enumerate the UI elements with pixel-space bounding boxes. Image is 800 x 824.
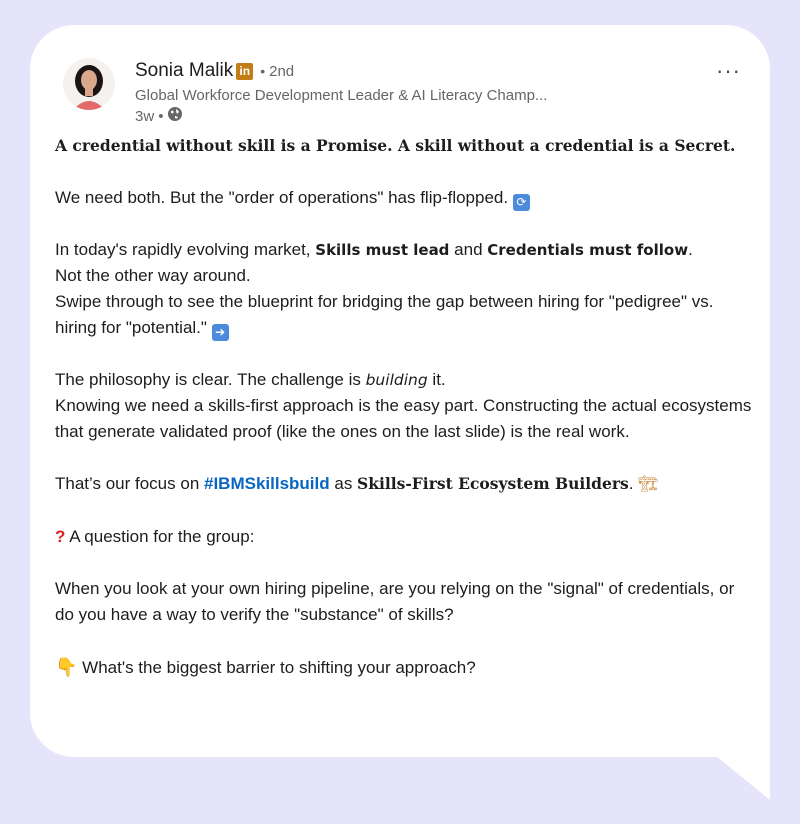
author-name[interactable]: Sonia Malik bbox=[135, 60, 234, 81]
italic-text: building bbox=[365, 371, 428, 389]
post-time: 3w bbox=[135, 107, 155, 125]
post-line-1 bbox=[55, 133, 755, 159]
separator-dot: • bbox=[158, 107, 164, 125]
text: and bbox=[449, 240, 488, 259]
post-meta bbox=[135, 106, 183, 126]
hashtag-link[interactable]: #IBMSkillsbuild bbox=[204, 474, 330, 493]
post-line-2 bbox=[55, 185, 755, 211]
globe-icon bbox=[167, 106, 183, 126]
quote-separator: . bbox=[387, 136, 398, 155]
text: Knowing we need a skills-first approach is the easy part. Constructing the actual ecosystems that generate validated proof (like the ones on the last slide) is the real work. bbox=[55, 396, 752, 441]
linkedin-badge-icon: in bbox=[236, 63, 253, 80]
post-paragraph-6 bbox=[55, 524, 755, 550]
credential-quote: A credential without skill is a Promise bbox=[55, 136, 388, 155]
order-of-operations-text: We need both. But the "order of operations" has flip-flopped. bbox=[55, 188, 509, 207]
text: Not the other way around. bbox=[55, 266, 251, 285]
right-arrow-emoji-icon: ➔ bbox=[212, 324, 229, 341]
post-paragraph-4 bbox=[55, 367, 755, 445]
text: The philosophy is clear. The challenge is bbox=[55, 370, 366, 389]
post-paragraph-3 bbox=[55, 237, 755, 341]
repeat-emoji-icon: ⟳ bbox=[513, 194, 530, 211]
text: In today's rapidly evolving market, bbox=[55, 240, 316, 259]
post-paragraph-5 bbox=[55, 471, 755, 498]
bold-text: Credentials must follow bbox=[487, 241, 689, 259]
pointing-down-emoji-icon: 👇 bbox=[55, 657, 78, 677]
quote-end: . bbox=[730, 136, 736, 155]
more-options-icon[interactable]: ··· bbox=[716, 58, 741, 83]
skill-quote: A skill without a credential is a Secret bbox=[397, 136, 731, 155]
text: as bbox=[329, 474, 358, 493]
text: What's the biggest barrier to shifting your approach? bbox=[82, 658, 476, 677]
text: When you look at your own hiring pipeline, are you relying on the "signal" of credentials, or do you have a way to verify the "substance" of skills? bbox=[55, 579, 735, 624]
avatar[interactable] bbox=[63, 58, 115, 110]
post-paragraph-8 bbox=[55, 654, 755, 681]
bold-text: Skills-First Ecosystem Builders bbox=[357, 474, 629, 493]
post-body bbox=[55, 133, 755, 681]
text: That’s our focus on bbox=[55, 474, 204, 493]
text: . bbox=[688, 240, 693, 259]
question-mark-emoji-icon: ? bbox=[55, 527, 66, 546]
text: A question for the group: bbox=[69, 527, 255, 546]
text: . bbox=[628, 474, 634, 493]
construction-emoji-icon: 🏗 bbox=[638, 476, 659, 493]
post-paragraph-7 bbox=[55, 576, 755, 628]
author-name-row bbox=[135, 60, 294, 82]
author-headline: Global Workforce Development Leader & AI Literacy Champ... bbox=[135, 87, 548, 104]
connection-degree: 2nd bbox=[269, 62, 295, 80]
text: Swipe through to see the blueprint for bridging the gap between hiring for "pedigree" vs. hiring for "potential." bbox=[55, 292, 714, 337]
separator-dot: • bbox=[260, 63, 266, 79]
text: it. bbox=[427, 370, 446, 389]
bold-text: Skills must lead bbox=[315, 241, 450, 259]
